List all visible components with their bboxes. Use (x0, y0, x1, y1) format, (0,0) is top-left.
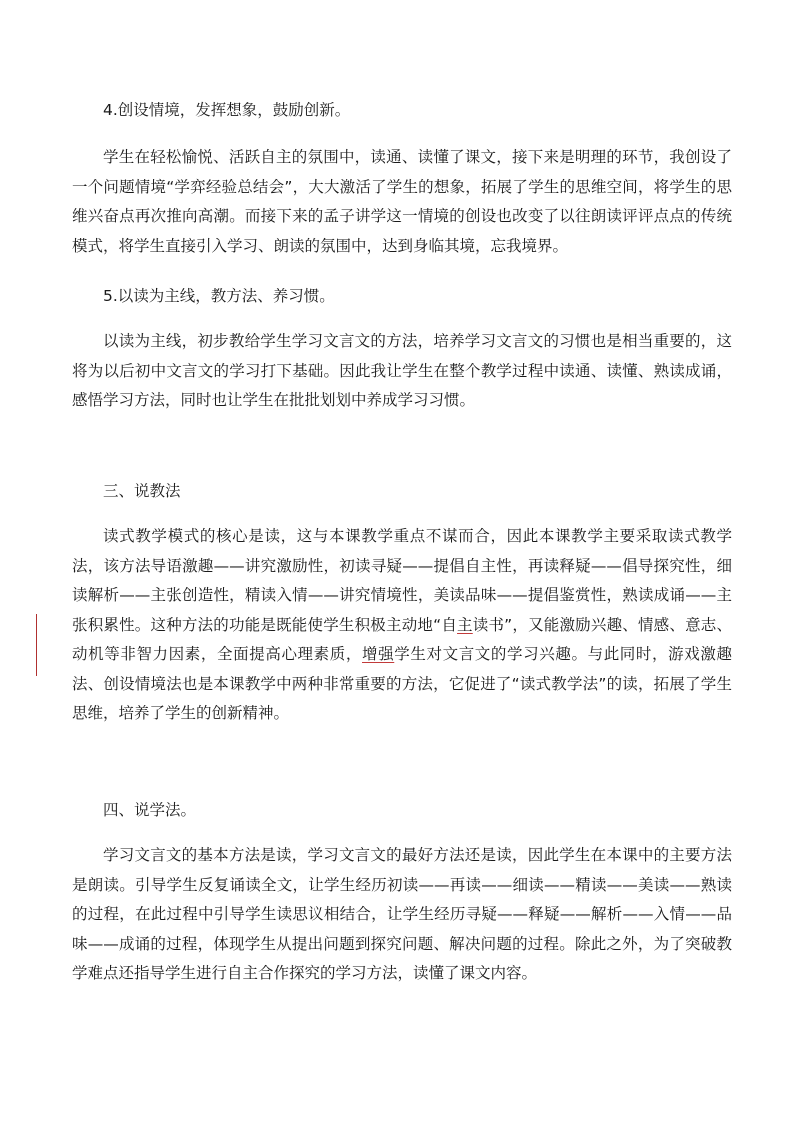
learning-method-paragraph: 学习文言文的基本方法是读，学习文言文的最好方法还是读，因此学生在本课中的主要方法是朗读。引导学生反复诵读全文，让学生经历初读——再读——细读——精读——美读——熟读的过程，在此过程中引导学生读思议相结合，让学生经历寻疑——释疑——解析——入情——品味——成诵的过程，体现学生从提出问题到探究问题、解决问题的过程。除此之外，为了突破教学难点还指导学生进行自主合作探究的学习方法，读懂了课文内容。 (72, 846, 732, 982)
tracked-change-underline-1: 主 (457, 615, 473, 634)
section-5-body (72, 327, 732, 416)
section-4-paragraph: 学生在轻松愉悦、活跃自主的氛围中，读通、读懂了课文，接下来是明理的环节，我创设了一个问题情境“学弈经验总结会”，大大激活了学生的想象，拓展了学生的思维空间，将学生的思维兴奋点再次推向高潮。而接下来的孟子讲学这一情境的创设也改变了以往朗读评评点点的传统模式，将学生直接引入学习、朗读的氛围中，达到身临其境，忘我境界。 (72, 148, 732, 255)
teaching-text-part-a: 读式教学模式的核心是读，这与本课教学重点不谋而合，因此本课教学主要采取读式教学法，该方法导语激趣——讲究激励性，初读寻疑——提倡自主性，再读释疑——倡导探究性，细读解析——主张创造性，精读入情——讲究情境性，美读品味——提倡鉴赏性，熟读成诵——主张积累性。这种方法的功能是既能使学生积极主动地“自 (72, 527, 732, 634)
section-4-body (72, 143, 732, 261)
section-4 (72, 96, 732, 126)
teaching-method-section (72, 477, 732, 507)
section-4-heading: 4.创设情境，发挥想象，鼓励创新。 (103, 101, 351, 119)
section-5-paragraph: 以读为主线，初步教给学生学习文言文的方法，培养学习文言文的习惯也是相当重要的，这将为以后初中文言文的学习打下基础。因此我让学生在整个教学过程中读通、读懂、熟读成诵，感悟学习方法，同时也让学生在批批划划中养成学习习惯。 (72, 332, 732, 409)
revision-margin-bar (36, 614, 37, 676)
section-5 (72, 282, 732, 312)
teaching-text-part-b: 读书”，又能激励兴趣、情感、意志、动机等非智力因素，全面提高心理素质， (72, 615, 732, 663)
learning-method-section (72, 796, 732, 826)
tracked-change-underline-2: 增强 (362, 645, 395, 663)
teaching-text-part-c: 学生对文言文的学习兴趣。与此同时，游戏激趣法、创设情境法也是本课教学中两种非常重要的方法，它促进了“读式教学法”的读，拓展了学生思维，培养了学生的创新精神。 (72, 645, 732, 722)
teaching-method-heading: 三、说教法 (103, 482, 181, 500)
learning-method-body (72, 841, 732, 989)
learning-method-heading: 四、说学法。 (103, 801, 197, 819)
teaching-method-body (72, 522, 732, 729)
teaching-method-paragraph (72, 522, 732, 729)
section-5-heading: 5.以读为主线，教方法、养习惯。 (103, 287, 335, 305)
